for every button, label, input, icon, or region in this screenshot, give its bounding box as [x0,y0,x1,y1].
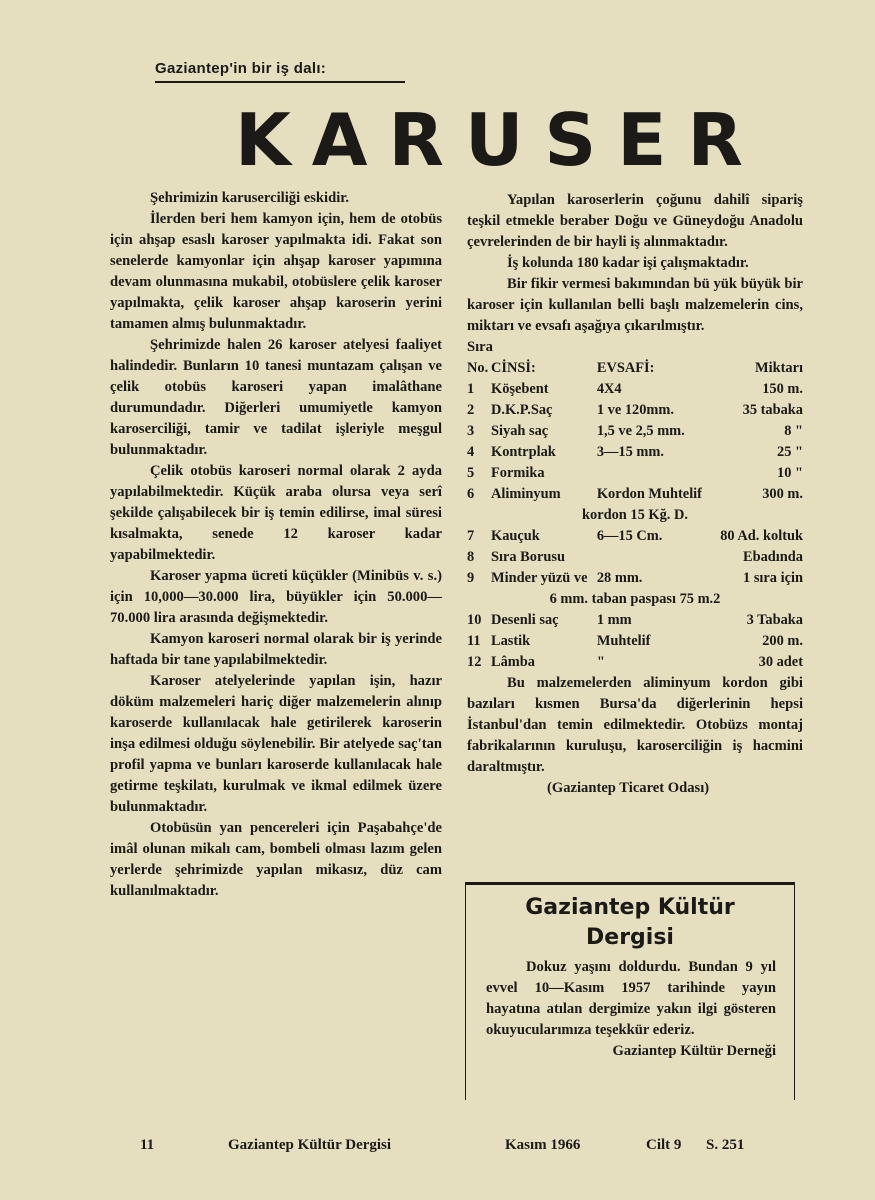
cell-evsafi: Kordon Muhtelif [596,486,702,502]
left-paragraph: Kamyon karoseri normal olarak bir iş yerinde haftada bir tane yapılabilmektedir. [110,631,442,668]
header-cinsi: CİNSİ: [491,360,536,376]
table-row [467,400,803,421]
right-paragraphs [467,190,803,337]
right-paragraph: Yapılan karoserlerin çoğunu dahilî sipariş teşkil etmekle beraber Doğu ve Güneydoğu Anadolu çevrelerinden de bir hayli iş alınmaktadır. [467,192,803,250]
cell-no: 1 [467,381,475,397]
left-paragraph: Karoser atelyelerinde yapılan işin, hazır döküm malzemeleri hariç diğer malzemelerin alınıp karoserde kullanılacak hale getirilerek karoserin inşa edilmesi olduğu söylenebilir. Bir atelyede saç'tan profil yapma ve bunları karoserde kullanılacak hale getirme teşkilatı, kurulmak ve ikmal edilmek üzere bulunmaktadır. [110,673,442,815]
notice-title [466,893,794,953]
volume: Cilt 9 [646,1137,682,1153]
materials-table [467,358,803,673]
cell-no: 12 [467,654,482,670]
cell-no: 11 [467,633,481,649]
table-row [467,610,803,631]
cell-miktari: 8 " [784,423,803,439]
table-row [467,652,803,673]
cell-evsafi: 1 mm [596,612,632,628]
journal-name: Gaziantep Kültür Dergisi [228,1137,392,1153]
cell-miktari: 1 sıra için [743,570,803,586]
cell-evsafi: 28 mm. [596,570,643,586]
source-credit: (Gaziantep Ticaret Odası) [547,780,710,796]
issue-number: S. 251 [706,1137,745,1153]
notice-title-line1: Gaziantep Kültür [525,895,735,920]
issue-date: Kasım 1966 [505,1137,581,1153]
cell-cinsi: Kontrplak [491,444,556,460]
right-paragraph: Bir fikir vermesi bakımından bü yük büyük bir karoser için kullanılan belli başlı malzemelerin cins, miktarı ve evsafı aşağıya çıkarılmıştır. [467,276,803,334]
cell-no: 3 [467,423,475,439]
cell-cinsi: Sıra Borusu [491,549,565,565]
cell-no: 8 [467,549,475,565]
cell-evsafi: 3—15 mm. [596,444,664,460]
cell-no: 7 [467,528,475,544]
left-column [110,188,442,902]
cell-cinsi: Lâmba [491,654,535,670]
table-row [467,631,803,652]
closing-paragraph: Bu malzemelerden aliminyum kordon gibi bazıları kısmen Bursa'da diğerlerinin hepsi İstanbul'dan temin edilmektedir. Otobüzs montaj fabrikalarının kuruluşu, karoserciliğin iş hacmini daraltmıştır. [467,675,803,775]
cell-miktari: 150 m. [762,381,803,397]
header-miktari: Miktarı [755,360,803,376]
left-paragraph: Karoser yapma ücreti küçükler (Minibüs v. s.) için 10,000—30.000 lira, büyükler için 50.000—70.000 lira arasında değişmektedir. [110,568,442,626]
article-headline: KARUSER [235,98,764,182]
table-row [467,421,803,442]
section-rubric: Gaziantep'in bir iş dalı: [155,60,405,83]
cell-miktari: 80 Ad. koltuk [720,528,803,544]
left-paragraph: Şehrimizde halen 26 karoser atelyesi faaliyet halindedir. Bunların 10 tanesi muntazam çalışan ve çelik otobüs karoseri yapan imalâthane durumundadır. Diğerleri umumiyetle kamyon karoserciliği, tamir ve tadilat işleriyle meşgul bulunmaktadır. [110,337,442,458]
cell-cinsi: Aliminyum [491,486,561,502]
cell-cinsi: Lastik [491,633,531,649]
cell-miktari: 30 adet [758,654,803,670]
cell-evsafi: 4X4 [596,381,622,397]
left-paragraph: Şehrimizin karuserciliği eskidir. [150,190,350,206]
right-paragraph: İş kolunda 180 kadar işi çalışmaktadır. [507,255,749,271]
left-paragraph: Otobüsün yan pencereleri için Paşabahçe'de imâl olunan mikalı cam, bombeli olması lazım gelen yerlerde şehrimizde yapılan mikasız, düz cam kullanılmaktadır. [110,820,442,899]
table-row [467,442,803,463]
cell-no: 2 [467,402,475,418]
cell-no: 9 [467,570,475,586]
cell-continuation: 6 mm. taban paspası 75 m.2 [549,591,721,607]
table-row [467,547,803,568]
left-paragraph: İlerden beri hem kamyon için, hem de otobüs için ahşap esaslı karoser yapılmakta idi. Fakat son senelerde kamyonlar için ahşap karoser yapımına devam olunmasına mukabil, otobüslere çelik karoser yapılmakta, çelik karoser ahşap karoserin yerini tamamen almış bulunmaktadır. [110,211,442,332]
right-column [467,190,803,799]
cell-cinsi: Köşebent [491,381,549,397]
table-sira-label: Sıra [467,339,493,355]
cell-miktari: 10 " [777,465,803,481]
table-row [467,463,803,484]
page-number: 11 [140,1137,155,1153]
cell-no: 5 [467,465,475,481]
cell-evsafi: Muhtelif [596,633,651,649]
table-row-continuation [467,505,803,526]
cell-no: 6 [467,486,475,502]
left-paragraph: Çelik otobüs karoseri normal olarak 2 ayda yapılabilmektedir. Küçük araba olursa veya serî şekilde çalışabilecek bir iş temin edilirse, imal süresi kısalmakta, senede 12 karoser kadar yapabilmektedir. [110,463,442,563]
cell-miktari: 300 m. [762,486,803,502]
table-row [467,484,803,505]
cell-cinsi: D.K.P.Saç [491,402,553,418]
table-header-row [467,358,803,379]
notice-signature: Gaziantep Kültür Derneği [612,1043,776,1059]
cell-no: 10 [467,612,482,628]
cell-miktari: 25 " [777,444,803,460]
notice-text-block [466,953,794,1062]
cell-miktari: Ebadında [742,549,803,565]
cell-evsafi: 1 ve 120mm. [596,402,674,418]
cell-evsafi: 1,5 ve 2,5 mm. [596,423,685,439]
cell-cinsi: Formika [491,465,545,481]
cell-evsafi: " [596,654,605,670]
cell-cinsi: Minder yüzü ve [491,570,588,586]
notice-title-line2: Dergisi [586,925,674,950]
header-no: No. [467,360,489,376]
table-row [467,379,803,400]
cell-cinsi: Siyah saç [491,423,549,439]
table-row [467,568,803,589]
notice-box [465,882,795,1100]
cell-continuation: kordon 15 Kğ. D. [582,507,688,523]
cell-miktari: 3 Tabaka [746,612,803,628]
cell-miktari: 200 m. [762,633,803,649]
cell-cinsi: Desenli saç [491,612,559,628]
notice-text: Dokuz yaşını doldurdu. Bundan 9 yıl evvel 10—Kasım 1957 tarihinde yayın hayatına atılan dergimize yakın ilgi gösteren okuyucularımıza teşekkür ederiz. [486,959,776,1038]
cell-evsafi [597,463,712,484]
cell-no: 4 [467,444,475,460]
table-row-continuation [467,589,803,610]
header-evsafi: EVSAFİ: [596,360,655,376]
cell-miktari: 35 tabaka [742,402,803,418]
cell-cinsi: Kauçuk [491,528,540,544]
table-row [467,526,803,547]
cell-evsafi: 6—15 Cm. [596,528,663,544]
cell-evsafi [597,547,712,568]
